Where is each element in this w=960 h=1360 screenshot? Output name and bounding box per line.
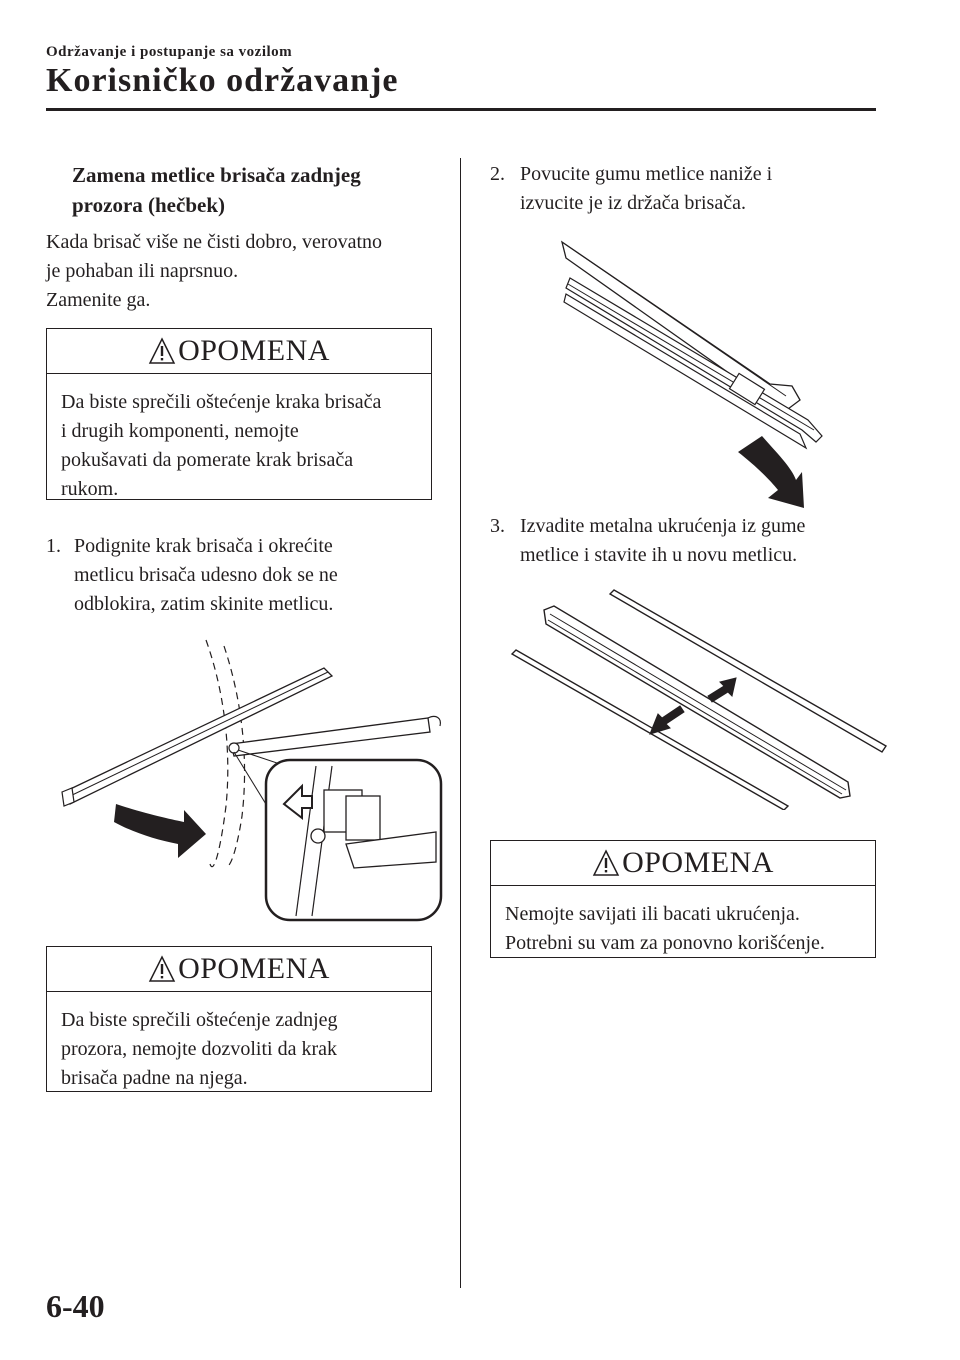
warning-triangle-icon [148, 337, 176, 365]
intro-line: Zamenite ga. [46, 289, 151, 311]
rubber-removal-figure [556, 236, 836, 516]
warning-line: prozora, nemojte dozvoliti da krak [61, 1038, 338, 1060]
column-divider [460, 158, 461, 1288]
warning-text [491, 886, 875, 958]
intro-line: je pohaban ili naprsnuo. [46, 260, 239, 282]
step-line: Povucite gumu metlice naniže i [520, 163, 773, 185]
page-title: Korisničko održavanje [46, 62, 399, 99]
warning-box-1 [46, 328, 432, 500]
step-line: Izvadite metalna ukrućenja iz gume [520, 515, 806, 537]
step-text [74, 532, 338, 619]
intro-paragraph [46, 228, 382, 315]
warning-header [491, 841, 875, 886]
step-3 [490, 512, 910, 572]
warning-box-2 [46, 946, 432, 1092]
section-label: Održavanje i postupanje sa vozilom [46, 44, 293, 60]
warning-title: OPOMENA [178, 334, 330, 367]
step-number: 1. [46, 535, 61, 557]
step-line: metlicu brisača udesno dok se ne [74, 564, 338, 586]
subheading [72, 160, 361, 220]
warning-line: Da biste sprečili oštećenje zadnjeg [61, 1009, 338, 1031]
warning-line: pokušavati da pomerate krak brisača [61, 449, 354, 471]
subheading-line: Zamena metlice brisača zadnjeg [72, 163, 361, 187]
step-number: 2. [490, 163, 505, 185]
warning-line: Potrebni su vam za ponovno korišćenje. [505, 932, 825, 954]
step-line: metlice i stavite ih u novu metlicu. [520, 544, 798, 566]
step-2 [490, 160, 890, 220]
warning-text [47, 374, 431, 504]
warning-line: Da biste sprečili oštećenje kraka brisača [61, 391, 382, 413]
step-line: Podignite krak brisača i okrećite [74, 535, 333, 557]
warning-triangle-icon [592, 849, 620, 877]
warning-title: OPOMENA [622, 846, 774, 879]
step-line: izvucite je iz držača brisača. [520, 192, 746, 214]
stiffener-figure [506, 586, 890, 810]
step-text [520, 512, 805, 570]
page-number: 6-40 [46, 1288, 105, 1324]
warning-title: OPOMENA [178, 952, 330, 985]
warning-text [47, 992, 431, 1093]
title-rule [46, 108, 876, 111]
warning-line: Nemojte savijati ili bacati ukrućenja. [505, 903, 800, 925]
subheading-line: prozora (hečbek) [72, 193, 225, 217]
warning-line: brisača padne na njega. [61, 1067, 248, 1089]
warning-box-3 [490, 840, 876, 958]
wiper-removal-figure [56, 636, 446, 926]
step-line: odblokira, zatim skinite metlicu. [74, 593, 334, 615]
warning-header [47, 329, 431, 374]
warning-header [47, 947, 431, 992]
warning-triangle-icon [148, 955, 176, 983]
step-text [520, 160, 772, 218]
warning-line: rukom. [61, 478, 119, 500]
warning-line: i drugih komponenti, nemojte [61, 420, 299, 442]
intro-line: Kada brisač više ne čisti dobro, verovatno [46, 231, 383, 253]
step-1 [46, 532, 446, 622]
step-number: 3. [490, 515, 505, 537]
